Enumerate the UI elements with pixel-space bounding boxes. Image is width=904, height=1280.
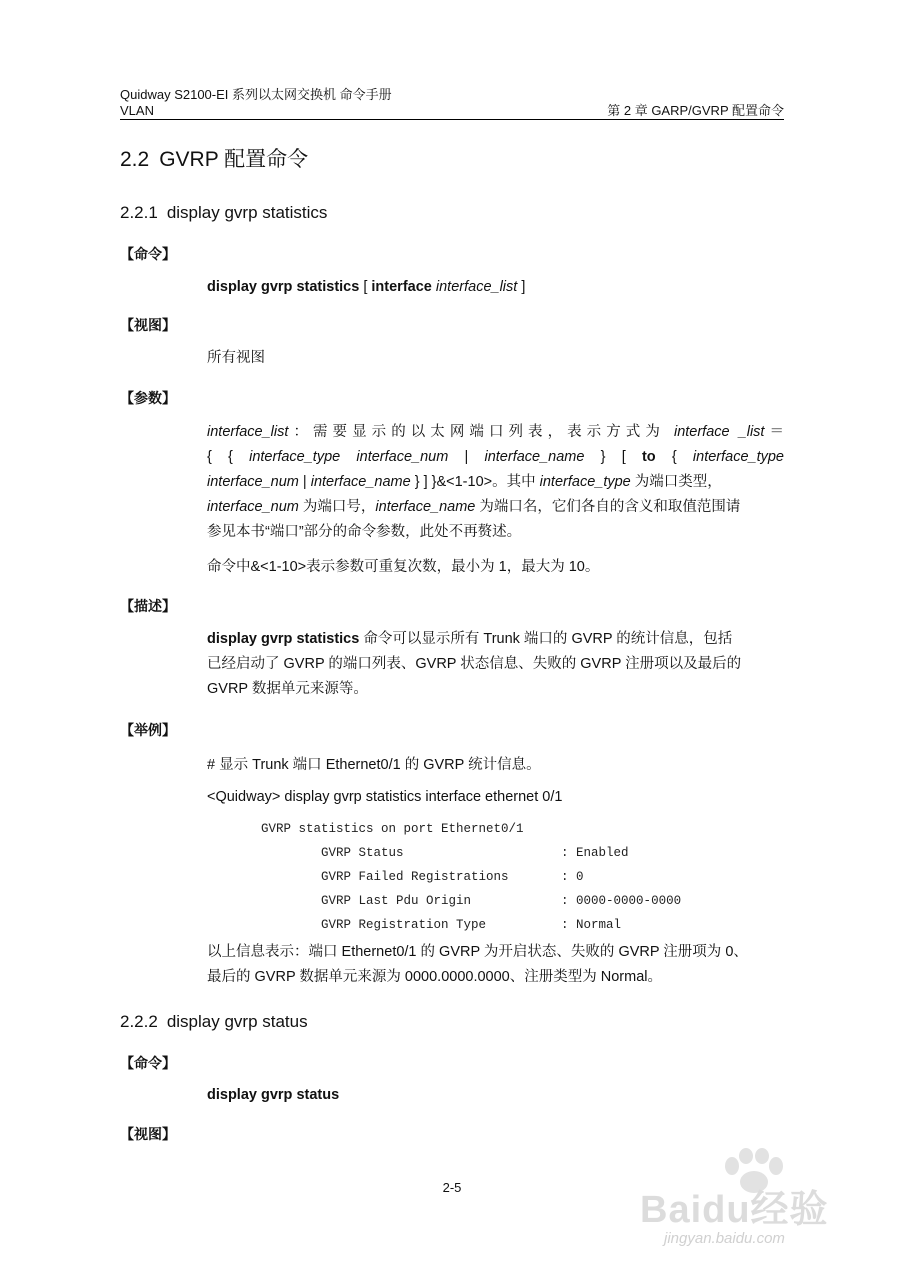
baidu-watermark bbox=[640, 1148, 870, 1258]
result-line-1: 以上信息表示：端口 Ethernet0/1 的 GVRP 为开启状态、失败的 GVRP 注册项为 0、 bbox=[207, 944, 748, 960]
syntax-bracket: [ bbox=[359, 279, 372, 295]
subsection-title: display gvrp status bbox=[166, 1012, 308, 1031]
param-text: | bbox=[298, 474, 311, 490]
command-interface-keyword: interface bbox=[371, 279, 432, 295]
view-text: 所有视图 bbox=[207, 350, 265, 366]
syntax-bracket: ] bbox=[517, 279, 526, 295]
command-keyword: display gvrp status bbox=[207, 1087, 340, 1103]
output-line: GVRP Status : Enabled bbox=[261, 846, 629, 860]
param-name: interface_num bbox=[207, 474, 299, 490]
command-tag: 【命令】 bbox=[120, 246, 176, 262]
command-tag: 【命令】 bbox=[120, 1055, 176, 1071]
subsection-heading-status bbox=[120, 1011, 308, 1033]
param-name: interface_type interface_num bbox=[249, 449, 449, 465]
subsection-number: 2.2.2 bbox=[120, 1012, 158, 1031]
subsection-title: display gvrp statistics bbox=[166, 203, 328, 222]
param-text: ：需要显示的以太网端口列表，表示方式为 bbox=[288, 424, 665, 440]
param-text: 为端口号， bbox=[298, 499, 376, 515]
command-output bbox=[261, 821, 681, 941]
param-line-4 bbox=[207, 495, 784, 520]
output-line: GVRP Registration Type : Normal bbox=[261, 918, 622, 932]
example-tag: 【举例】 bbox=[120, 722, 176, 738]
description-text: 命令可以显示所有 Trunk 端口的 GVRP 的统计信息，包括 bbox=[359, 631, 733, 647]
result-line-2: 最后的 GVRP 数据单元来源为 0000.0000.0000、注册类型为 Normal。 bbox=[207, 969, 662, 985]
description-line-3: GVRP 数据单元来源等。 bbox=[207, 681, 368, 697]
output-line: GVRP Last Pdu Origin : 0000-0000-0000 bbox=[261, 894, 682, 908]
header-rule bbox=[120, 119, 784, 120]
page-number: 2-5 bbox=[442, 1180, 462, 1195]
param-line-2 bbox=[207, 445, 784, 470]
param-text: } [ bbox=[584, 449, 642, 465]
section-number: 2.2 bbox=[120, 148, 150, 171]
param-text: ＝ bbox=[764, 424, 785, 440]
header-title: Quidway S2100-EI 系列以太网交换机 命令手册 bbox=[120, 87, 392, 102]
param-text: 为端口名，它们各自的含义和取值范围请 bbox=[475, 499, 741, 515]
param-name: interface_list bbox=[207, 424, 289, 440]
command-keyword: display gvrp statistics bbox=[207, 279, 360, 295]
parameter-tag: 【参数】 bbox=[120, 390, 176, 406]
section-heading bbox=[120, 147, 308, 173]
param-name: interface_name bbox=[375, 499, 476, 515]
watermark-logo: Baidu经验 bbox=[640, 1189, 829, 1231]
param-name: interface_name bbox=[310, 474, 411, 490]
param-name: interface_type bbox=[539, 474, 631, 490]
param-text: } ] }&<1-10>。其中 bbox=[410, 474, 540, 490]
param-name: interface_name bbox=[484, 449, 585, 465]
example-comment: # 显示 Trunk 端口 Ethernet0/1 的 GVRP 统计信息。 bbox=[207, 757, 541, 773]
watermark-url: jingyan.baidu.com bbox=[664, 1230, 785, 1247]
description-keyword: display gvrp statistics bbox=[207, 631, 360, 647]
header-chapter-label: 第 2 章 GARP/GVRP 配置命令 bbox=[607, 103, 784, 118]
param-name: interface_num bbox=[207, 499, 299, 515]
subsection-number: 2.2.1 bbox=[120, 203, 158, 222]
description-line-2: 已经启动了 GVRP 的端口列表、GVRP 状态信息、失败的 GVRP 注册项以及最后的 bbox=[207, 656, 742, 672]
param-text: { { bbox=[207, 449, 250, 465]
description-tag: 【描述】 bbox=[120, 598, 176, 614]
param-text: { bbox=[655, 449, 693, 465]
output-line: GVRP statistics on port Ethernet0/1 bbox=[261, 822, 524, 836]
description-line-1 bbox=[207, 627, 784, 652]
param-line-3 bbox=[207, 470, 784, 495]
param-line-5: 参见本书“端口”部分的命令参数，此处不再赘述。 bbox=[207, 524, 522, 540]
param-name: interface _list bbox=[673, 424, 765, 440]
param-text: 为端口类型， bbox=[630, 474, 722, 490]
section-title: GVRP 配置命令 bbox=[159, 148, 309, 171]
view-tag: 【视图】 bbox=[120, 317, 176, 333]
param-text: | bbox=[448, 449, 485, 465]
param-name: interface_type bbox=[692, 449, 784, 465]
view-tag: 【视图】 bbox=[120, 1126, 176, 1142]
subsection-heading-statistics bbox=[120, 202, 327, 224]
header-chapter-name: VLAN bbox=[120, 103, 154, 118]
param-line-1 bbox=[207, 420, 784, 445]
output-line: GVRP Failed Registrations : 0 bbox=[261, 870, 584, 884]
command-syntax bbox=[207, 275, 525, 300]
example-command: <Quidway> display gvrp statistics interface ethernet 0/1 bbox=[207, 789, 563, 805]
command-param: interface_list bbox=[435, 279, 518, 295]
param-keyword: to bbox=[641, 449, 656, 465]
param-repeat-note: 命令中&<1-10>表示参数可重复次数，最小为 1，最大为 10。 bbox=[207, 559, 600, 575]
